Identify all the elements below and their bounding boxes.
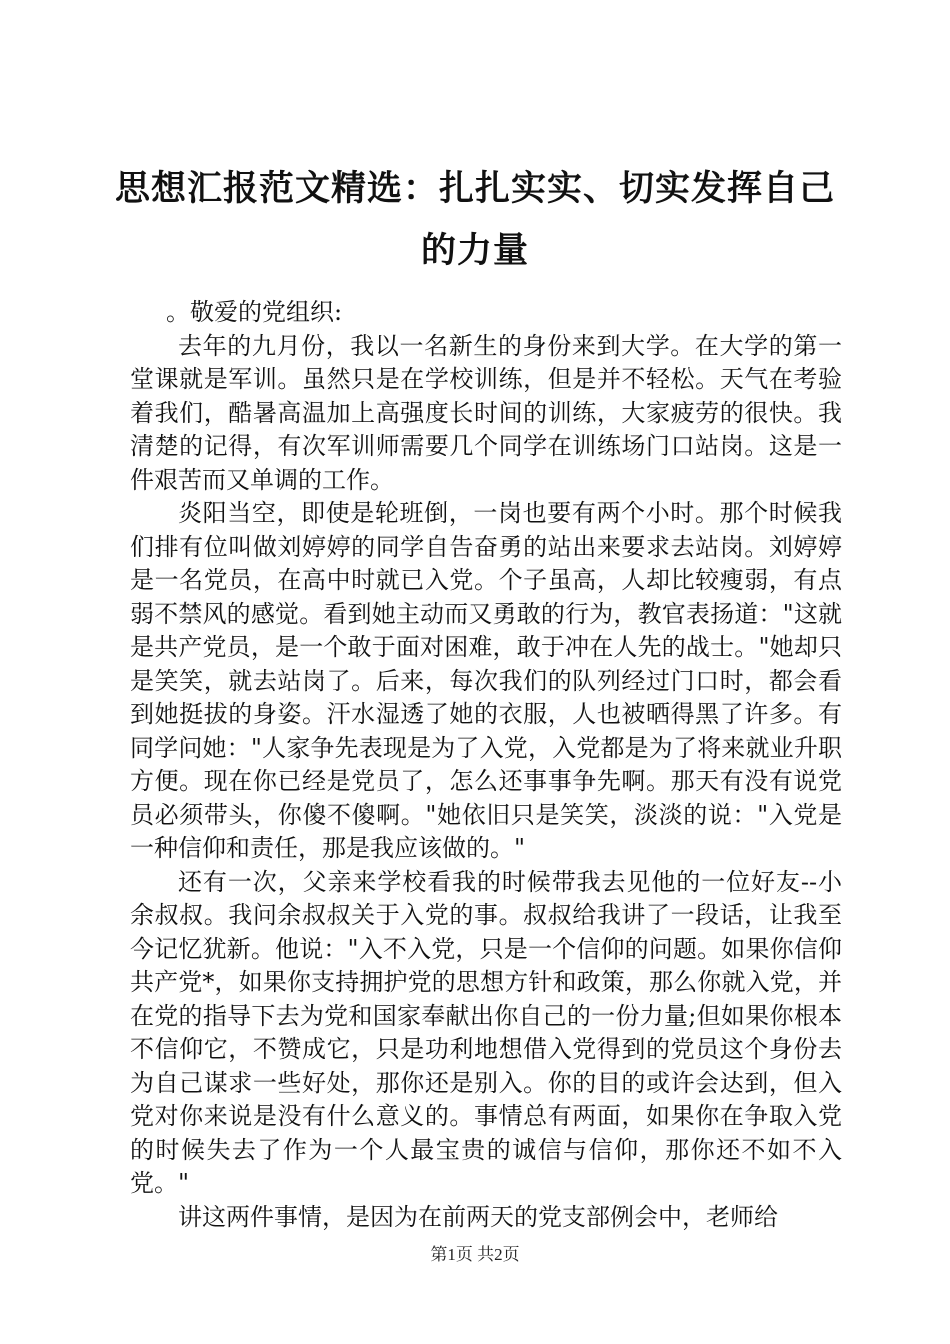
document-body	[130, 296, 842, 1234]
document-title: 思想汇报范文精选：扎扎实实、切实发挥自己的力量	[114, 168, 835, 271]
paragraph-2: 炎阳当空，即使是轮班倒，一岗也要有两个小时。那个时候我们排有位叫做刘婷婷的同学自告奋勇的站出来要求去站岗。刘婷婷是一名党员，在高中时就已入党。个子虽高，人却比较瘦弱，有点弱不禁风的感觉。看到她主动而又勇敢的行为，教官表扬道："这就是共产党员，是一个敢于面对困难，敢于冲在人先的战士。"她却只是笑笑，就去站岗了。后来，每次我们的队列经过门口时，都会看到她挺拔的身姿。汗水湿透了她的衣服，人也被晒得黑了许多。有同学问她："人家争先表现是为了入党，入党都是为了将来就业升职方便。现在你已经是党员了，怎么还事事争先啊。那天有没有说党员必须带头，你傻不傻啊。"她依旧只是笑笑，淡淡的说："入党是一种信仰和责任，那是我应该做的。"	[130, 499, 842, 862]
paragraph-4: 讲这两件事情，是因为在前两天的党支部例会中，老师给	[178, 1202, 778, 1231]
page-footer: 第1页 共2页	[430, 1245, 520, 1264]
paragraph-1: 去年的九月份，我以一名新生的身份来到大学。在大学的第一堂课就是军训。虽然只是在学校训练，但是并不轻松。天气在考验着我们，酷暑高温加上高强度长时间的训练，大家疲劳的很快。我清楚的记得，有次军训师需要几个同学在训练场门口站岗。这是一件艰苦而又单调的工作。	[130, 331, 842, 494]
paragraph-3: 还有一次，父亲来学校看我的时候带我去见他的一位好友--小余叔叔。我问余叔叔关于入党的事。叔叔给我讲了一段话，让我至今记忆犹新。他说："入不入党，只是一个信仰的问题。如果你信仰共产党*，如果你支持拥护党的思想方针和政策，那么你就入党，并在党的指导下去为党和国家奉献出你自己的一份力量;但如果你根本不信仰它，不赞成它，只是功利地想借入党得到的党员这个身份去为自己谋求一些好处，那你还是别入。你的目的或许会达到，但入党对你来说是没有什么意义的。事情总有两面，如果你在争取入党的时候失去了作为一个人最宝贵的诚信与信仰，那你还不如不入党。"	[130, 867, 842, 1197]
salutation: 。敬爱的党组织:	[166, 298, 343, 326]
